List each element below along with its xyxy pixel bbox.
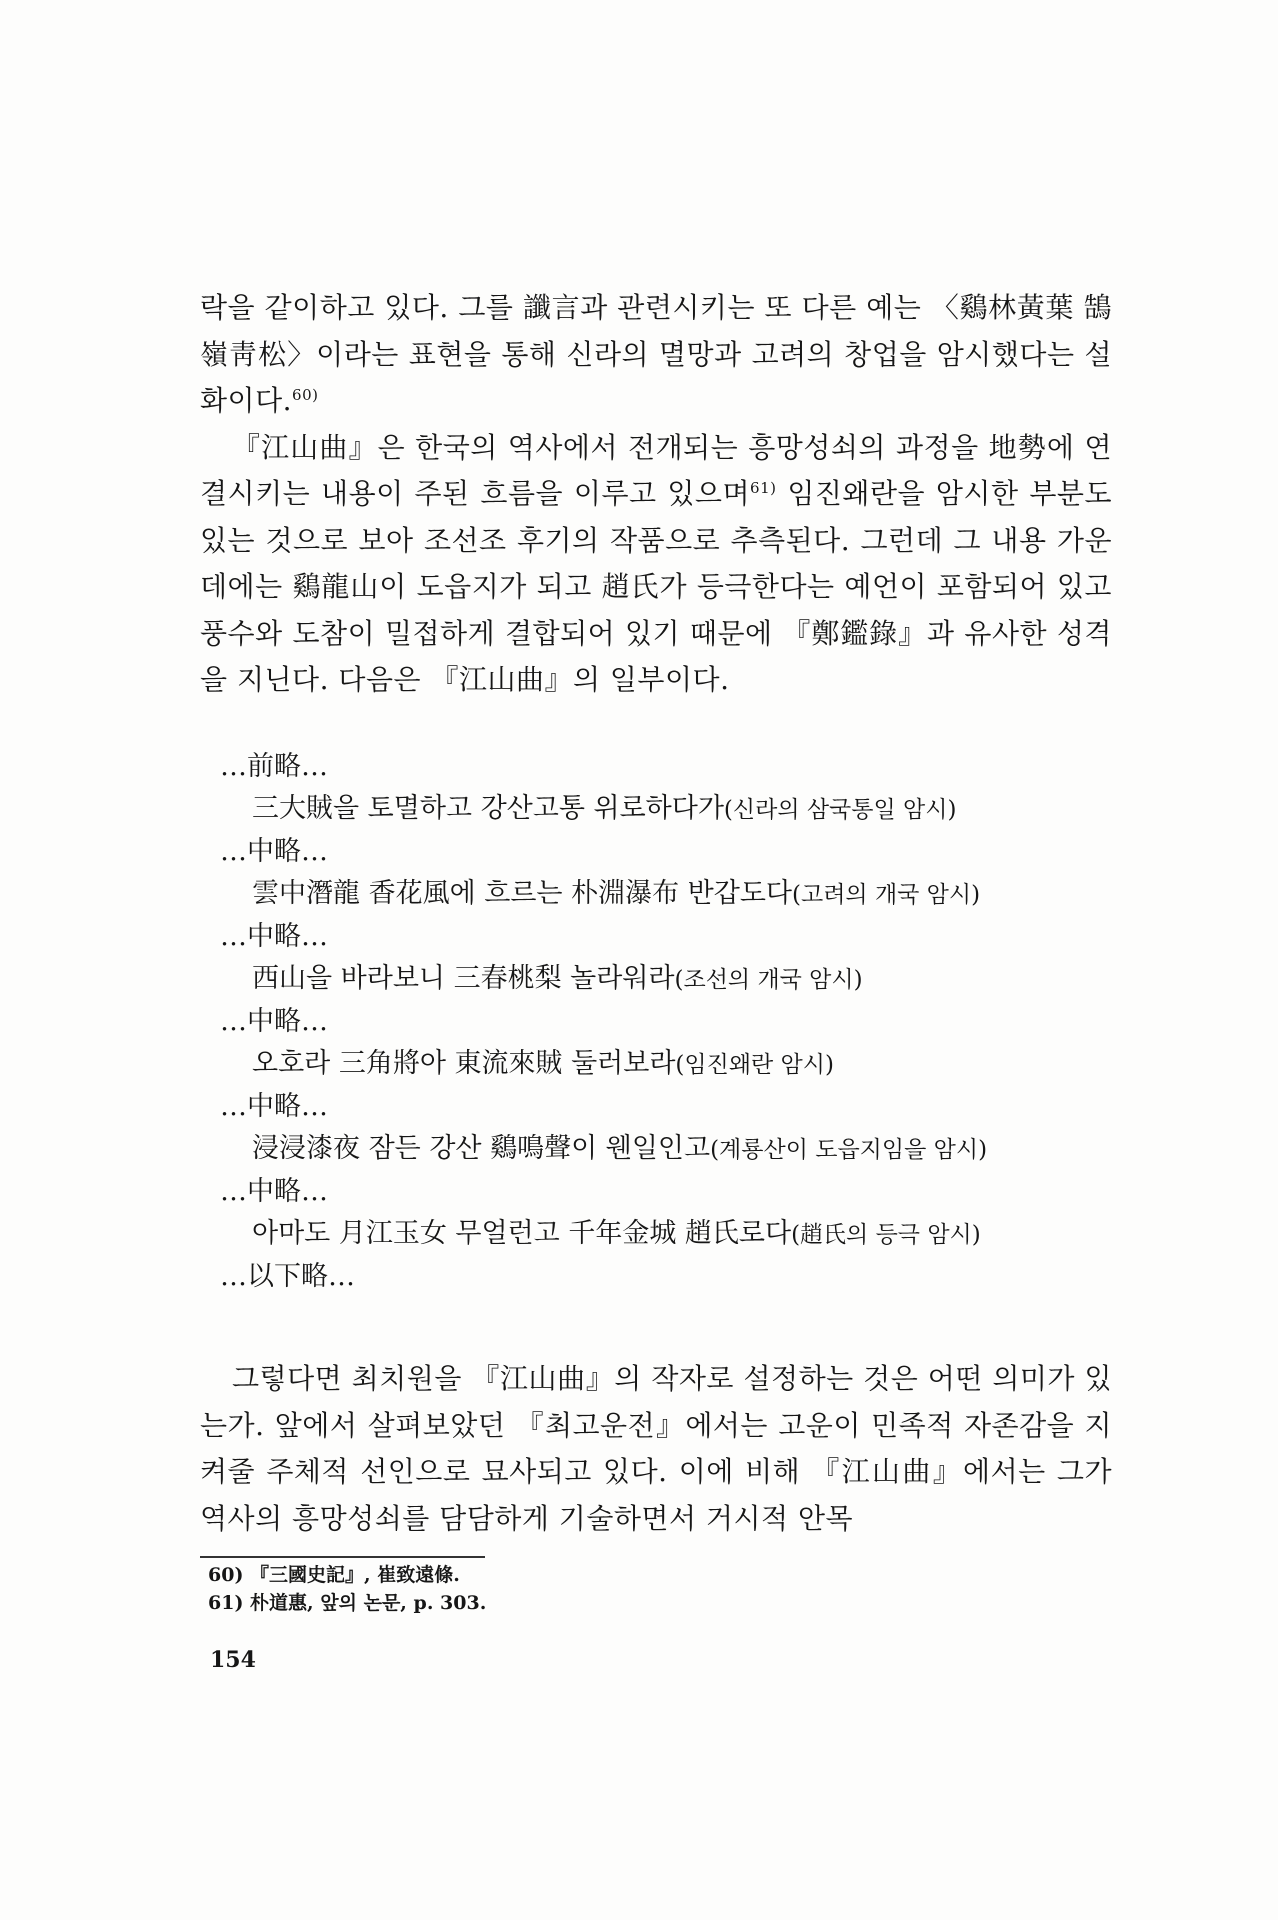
body-text [200,285,1112,1542]
footnote-divider [200,1556,485,1558]
verse-note: (임진왜란 암시) [675,1052,834,1078]
excerpt-marker: …中略… [220,1090,328,1122]
excerpt-marker: …中略… [220,835,328,867]
excerpt-marker: …中略… [220,1005,328,1037]
verse-note: (계룡산이 도읍지임을 암시) [710,1137,988,1163]
verse-excerpt [200,746,1112,1299]
footnote-60: 60) 『三國史記』, 崔致遠條. [208,1564,460,1586]
paragraph-2: 『江山曲』은 한국의 역사에서 전개되는 흥망성쇠의 과정을 地勢에 연결시키는 내용이 주된 흐름을 이루고 있으며$^{61)}$ 임진왜란을 암시한 부분도 있는 것으로 보아 조선조 후기의 작품으로 추측된다. 그런데 그 내용 가운데에는 鷄龍山이 도읍지가 되고 趙氏가 등극한다는 예언이 포함되어 있고 풍수와 도참이 밀접하게 결합되어 있기 때문에 『鄭鑑錄』과 유사한 성격을 지닌다. 다음은 『江山曲』의 일부이다. [200,430,1113,696]
verse-line: 오호라 三角將아 東流來賊 둘러보라(임진왜란 암시) [252,1048,834,1079]
footnote-ref-60: 60) [292,386,319,404]
excerpt-marker: …中略… [220,920,328,952]
footnote-61: 61) 朴道惠, 앞의 논문, p. 303. [208,1592,487,1614]
verse-note: (고려의 개국 암시) [792,882,981,908]
verse-note: (조선의 개국 암시) [674,967,863,993]
footnote-ref-61: 61) [750,479,777,497]
verse-line: 西山을 바라보니 三春桃梨 놀라워라(조선의 개국 암시) [252,963,863,994]
verse-note: (趙氏의 등극 암시) [791,1222,981,1248]
page-number: 154 [210,1647,256,1673]
verse-line: 三大賊을 토멸하고 강산고통 위로하다가(신라의 삼국통일 암시) [252,793,957,824]
excerpt-marker: …中略… [220,1175,328,1207]
verse-note: (신라의 삼국통일 암시) [723,797,957,823]
excerpt-marker: …以下略… [220,1260,355,1292]
paragraph-1: 락을 같이하고 있다. 그를 讖言과 관련시키는 또 다른 예는 〈鷄林黃葉 鵠嶺靑松〉이라는 표현을 통해 신라의 멸망과 고려의 창업을 암시했다는 설화이다.$^{60)}$ [200,291,1112,417]
paragraph-3: 그렇다면 최치원을 『江山曲』의 작자로 설정하는 것은 어떤 의미가 있는가. 앞에서 살펴보았던 『최고운전』에서는 고운이 민족적 자존감을 지켜줄 주체적 선인으로 묘사되고 있다. 이에 비해 『江山曲』에서는 그가 역사의 흥망성쇠를 담담하게 기술하면서 거시적 안목 [200,1362,1112,1535]
excerpt-marker: …前略… [220,750,328,782]
verse-line: 아마도 月江玉女 무얼런고 千年金城 趙氏로다(趙氏의 등극 암시) [252,1218,981,1249]
verse-line: 浸浸漆夜 잠든 강산 鷄鳴聲이 웬일인고(계룡산이 도읍지임을 암시) [252,1133,988,1164]
verse-line: 雲中潛龍 香花風에 흐르는 朴淵瀑布 반갑도다(고려의 개국 암시) [252,878,981,909]
